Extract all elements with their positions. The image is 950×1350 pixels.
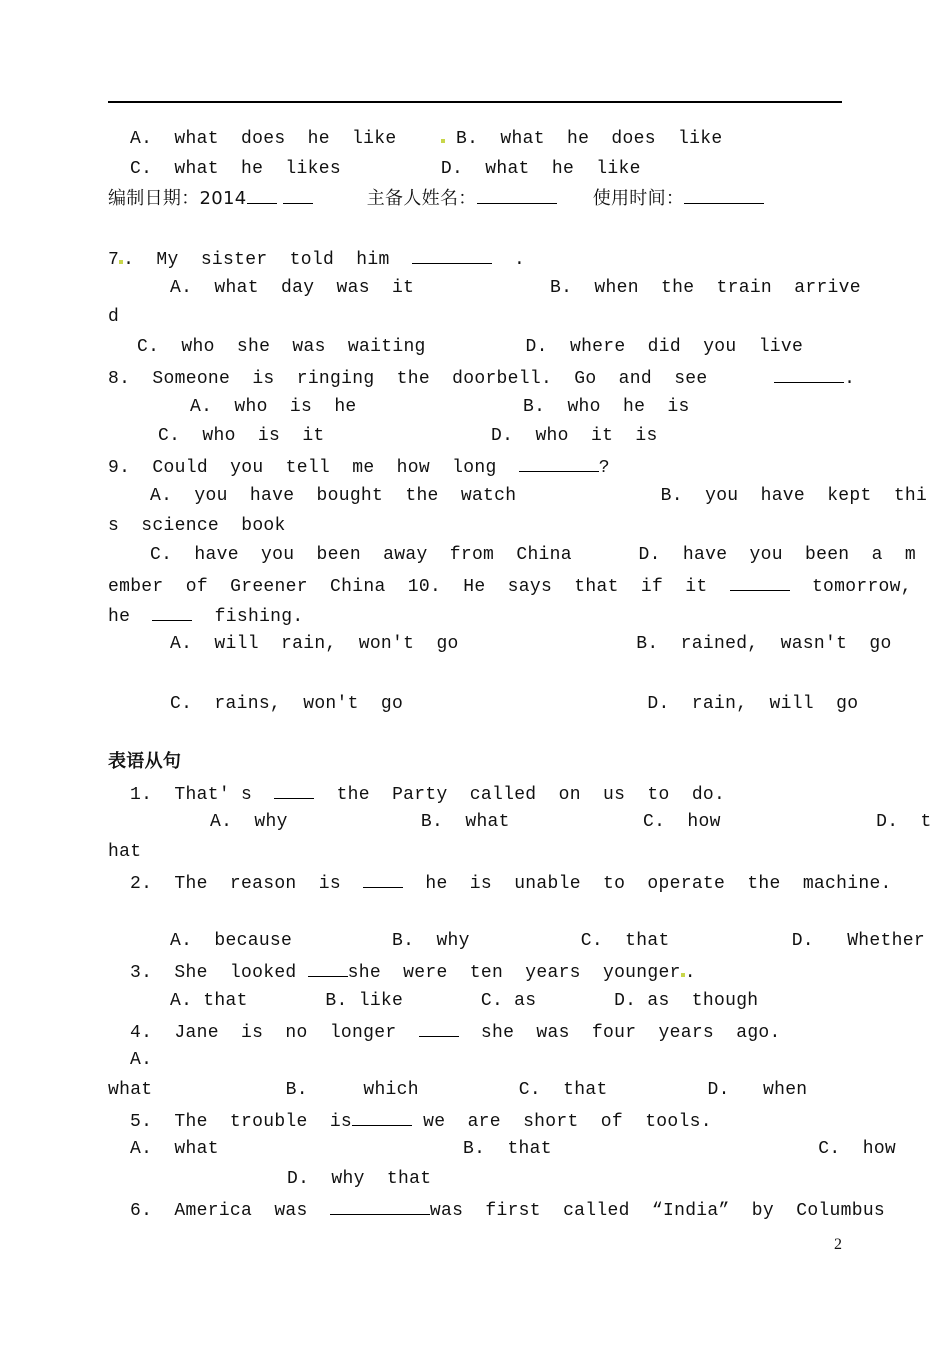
question-10: ember of Greener China 10. He says that if it tomorrow,: [108, 574, 912, 598]
q6-option-line-1: A. what does he like B. what he does like: [130, 129, 723, 149]
predicative-q4: 4. Jane is no longer she was four years ago.: [130, 1020, 781, 1044]
section-heading: 表语从句: [108, 751, 182, 772]
predicative-q1-wrap: hat: [108, 842, 142, 862]
header-rule: [108, 101, 842, 103]
question-9: 9. Could you tell me how long ?: [108, 455, 610, 479]
q9-options-ab: A. you have bought the watch B. you have kept thi: [150, 486, 928, 506]
question-10-cont: he fishing.: [108, 604, 303, 628]
q7-options-cd: C. who she was waiting D. where did you live: [137, 337, 804, 357]
predicative-q5-options: A. what B. that C. how: [130, 1139, 897, 1159]
predicative-q3: 3. She looked she were ten years younger .: [130, 960, 696, 984]
predicative-q5-option-d: D. why that: [287, 1169, 432, 1189]
q7-option-b: B. when the train arrive: [550, 278, 861, 298]
question-8: 8. Someone is ringing the doorbell. Go and see .: [108, 366, 855, 390]
predicative-q6: 6. America was was first called “India” by Columbus: [130, 1198, 885, 1222]
predicative-q2: 2. The reason is he is unable to operate the machine.: [130, 871, 892, 895]
question-7: 7 . My sister told him .: [108, 247, 525, 271]
predicative-q4-option-a-label: A.: [130, 1050, 153, 1070]
q10-options-cd: C. rains, won't go D. rain, will go: [170, 694, 859, 714]
q9-options-cd: C. have you been away from China D. have you been a m: [150, 545, 917, 565]
meta-line: 编制日期：2014 主备人姓名： 使用时间：: [108, 187, 764, 210]
page-number: 2: [834, 1236, 842, 1253]
q8-options-ab: A. who is he B. who he is: [190, 397, 690, 417]
predicative-q1: 1. That' s the Party called on us to do.: [130, 782, 725, 806]
predicative-q5: 5. The trouble is we are short of tools.: [130, 1109, 712, 1133]
predicative-q1-options: A. why B. what C. how D. t: [210, 812, 932, 832]
predicative-q3-options: A. that B. like C. as D. as though: [170, 991, 759, 1011]
q7-option-b-wrap: d: [108, 307, 120, 327]
q10-options-ab: A. will rain, won't go B. rained, wasn't go: [170, 634, 892, 654]
predicative-q4-options: what B. which C. that D. when: [108, 1080, 808, 1100]
highlight-mark: [119, 260, 123, 264]
q7-option-a: A. what day was it: [170, 278, 415, 298]
predicative-q2-options: A. because B. why C. that D. Whether: [170, 931, 925, 951]
highlight-mark: [681, 973, 685, 977]
q9-option-b-wrap: s science book: [108, 516, 286, 536]
highlight-mark: [441, 139, 445, 143]
q6-option-line-2: C. what he likes D. what he like: [130, 159, 641, 179]
q8-options-cd: C. who is it D. who it is: [158, 426, 658, 446]
